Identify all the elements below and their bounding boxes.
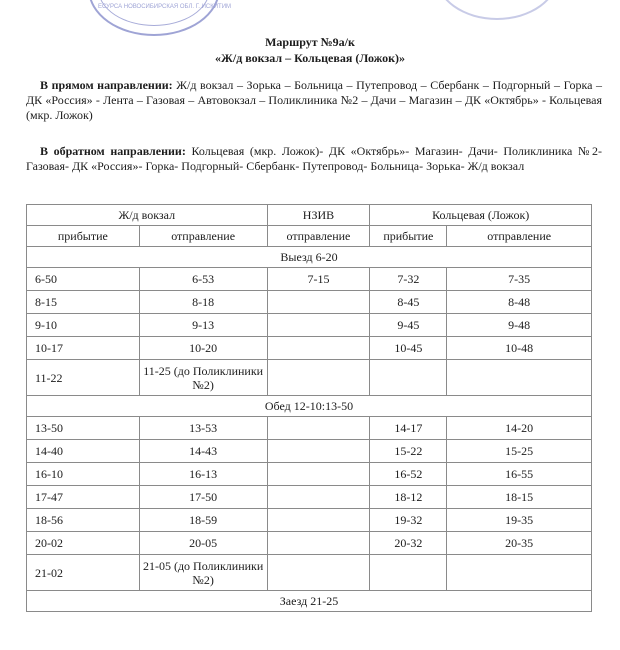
schedule-cell: 9-45 <box>370 314 447 337</box>
schedule-cell: 9-48 <box>447 314 592 337</box>
schedule-cell: 9-13 <box>139 314 267 337</box>
company-stamp <box>88 0 232 36</box>
schedule-cell: 9-10 <box>27 314 140 337</box>
subheader-cell: прибытие <box>27 226 140 247</box>
schedule-cell <box>447 360 592 396</box>
schedule-cell <box>267 337 370 360</box>
schedule-cell: 16-10 <box>27 463 140 486</box>
schedule-cell: 7-32 <box>370 268 447 291</box>
schedule-cell: 18-15 <box>447 486 592 509</box>
second-stamp <box>435 0 559 20</box>
schedule-cell: 20-02 <box>27 532 140 555</box>
schedule-cell: 19-32 <box>370 509 447 532</box>
schedule-cell <box>267 532 370 555</box>
schedule-cell: 14-17 <box>370 417 447 440</box>
header-zhd-vokzal: Ж/д вокзал <box>27 205 268 226</box>
route-number-title: Маршрут №9а/к <box>265 35 355 49</box>
schedule-cell: 20-35 <box>447 532 592 555</box>
schedule-cell: 15-25 <box>447 440 592 463</box>
schedule-cell <box>267 291 370 314</box>
subheader-cell: отправление <box>139 226 267 247</box>
schedule-cell: 8-45 <box>370 291 447 314</box>
subheader-cell: отправление <box>267 226 370 247</box>
station-header-row <box>27 205 592 226</box>
subheader-row <box>27 226 592 247</box>
schedule-cell: 17-47 <box>27 486 140 509</box>
header-nziv: НЗИВ <box>267 205 370 226</box>
schedule-cell <box>267 440 370 463</box>
schedule-cell <box>267 417 370 440</box>
schedule-row <box>27 555 592 591</box>
schedule-cell: 13-50 <box>27 417 140 440</box>
stamp-text-line: ЕСУРСА НОВОСИБИРСКАЯ ОБЛ. Г. ИСКИТИМ <box>98 4 232 10</box>
schedule-cell: 7-15 <box>267 268 370 291</box>
schedule-cell: 19-35 <box>447 509 592 532</box>
forward-direction-paragraph <box>26 78 602 123</box>
schedule-cell <box>267 486 370 509</box>
schedule-row <box>27 463 592 486</box>
schedule-cell: 6-50 <box>27 268 140 291</box>
schedule-cell: 10-45 <box>370 337 447 360</box>
schedule-row <box>27 268 592 291</box>
schedule-cell: 6-53 <box>139 268 267 291</box>
schedule-row <box>27 417 592 440</box>
schedule-cell: 21-02 <box>27 555 140 591</box>
schedule-cell <box>267 555 370 591</box>
lunch-break-label: Обед 12-10:13-50 <box>27 396 592 417</box>
schedule-cell: 10-48 <box>447 337 592 360</box>
schedule-row <box>27 314 592 337</box>
schedule-cell: 11-22 <box>27 360 140 396</box>
schedule-row <box>27 486 592 509</box>
route-name-title: «Ж/д вокзал – Кольцевая (Ложок)» <box>215 51 405 65</box>
schedule-cell: 11-25 (до Поликлиники №2) <box>139 360 267 396</box>
schedule-cell: 8-15 <box>27 291 140 314</box>
header-koltsevaya: Кольцевая (Ложок) <box>370 205 592 226</box>
schedule-cell: 14-20 <box>447 417 592 440</box>
schedule-cell <box>370 555 447 591</box>
schedule-cell <box>267 314 370 337</box>
schedule-cell <box>267 463 370 486</box>
schedule-cell: 18-56 <box>27 509 140 532</box>
subheader-cell: прибытие <box>370 226 447 247</box>
schedule-row <box>27 532 592 555</box>
section-end-label: Заезд 21-25 <box>27 591 592 612</box>
schedule-cell: 20-32 <box>370 532 447 555</box>
schedule-cell: 16-55 <box>447 463 592 486</box>
schedule-cell: 10-17 <box>27 337 140 360</box>
schedule-row <box>27 337 592 360</box>
schedule-cell: 21-05 (до Поликлиники №2) <box>139 555 267 591</box>
schedule-cell: 18-59 <box>139 509 267 532</box>
section-end-row <box>27 591 592 612</box>
section-start-label: Выезд 6-20 <box>27 247 592 268</box>
forward-direction-label: В прямом направлении: <box>40 78 173 92</box>
schedule-cell: 14-43 <box>139 440 267 463</box>
schedule-cell: 20-05 <box>139 532 267 555</box>
schedule-cell: 17-50 <box>139 486 267 509</box>
schedule-row <box>27 291 592 314</box>
reverse-direction-stops: Кольцевая (мкр. Ложок)- ДК «Октябрь»- Магазин- Дачи- Поликлиника №2- Газовая- ДК «Россия»- Горка- Подгорный- Сбербанк- Путепровод- Больница- Зорька- Ж/д вокзал <box>26 144 603 173</box>
schedule-cell: 8-48 <box>447 291 592 314</box>
schedule-cell: 18-12 <box>370 486 447 509</box>
reverse-direction-paragraph <box>26 144 602 174</box>
schedule-row <box>27 509 592 532</box>
reverse-direction-label: В обратном направлении: <box>40 144 186 158</box>
schedule-cell <box>267 360 370 396</box>
schedule-cell: 15-22 <box>370 440 447 463</box>
schedule-cell: 16-52 <box>370 463 447 486</box>
subheader-cell: отправление <box>447 226 592 247</box>
lunch-break-row <box>27 396 592 417</box>
schedule-cell <box>267 509 370 532</box>
schedule-cell: 8-18 <box>139 291 267 314</box>
schedule-cell: 7-35 <box>447 268 592 291</box>
schedule-cell: 13-53 <box>139 417 267 440</box>
forward-direction-stops: Ж/д вокзал – Зорька – Больница – Путепровод – Сбербанк – Подгорный – Горка – ДК «Россия» - Лента – Газовая – Автовокзал – Поликлиника №2 – Дачи – Магазин – ДК «Октябрь» - Кольцевая (мкр. Ложок) <box>26 78 602 122</box>
schedule-cell: 14-40 <box>27 440 140 463</box>
schedule-cell: 16-13 <box>139 463 267 486</box>
schedule-row <box>27 360 592 396</box>
section-start-row <box>27 247 592 268</box>
schedule-cell <box>370 360 447 396</box>
schedule-cell: 10-20 <box>139 337 267 360</box>
schedule-cell <box>447 555 592 591</box>
schedule-table <box>26 204 592 612</box>
schedule-row <box>27 440 592 463</box>
